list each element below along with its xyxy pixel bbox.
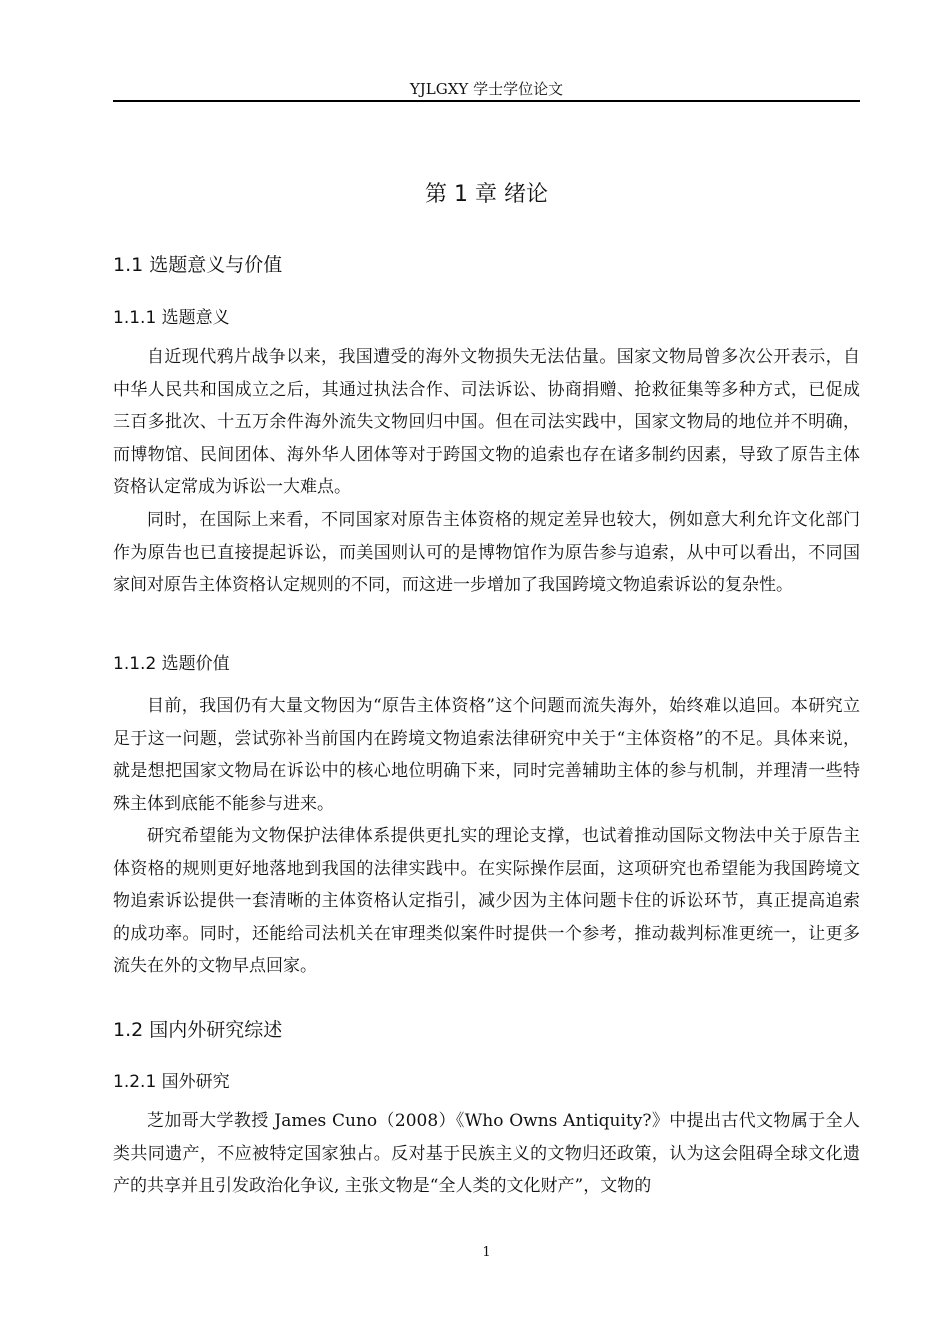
paragraph-1-1-1-b: 同时，在国际上来看，不同国家对原告主体资格的规定差异也较大，例如意大利允许文化部门作为原告也已直接提起诉讼，而美国则认可的是博物馆作为原告参与追索，从中可以看出，不同国家间对原告主体资格认定规则的不同，而这进一步增加了我国跨境文物追索诉讼的复杂性。 [113, 510, 860, 595]
subsection-heading-1-1-2: 1.1.2 选题价值 [113, 654, 230, 674]
running-header: YJLGXY 学士学位论文 [409, 80, 564, 98]
subsection-heading-1-1-1: 1.1.1 选题意义 [113, 308, 230, 328]
paragraph-1-1-2-a: 目前，我国仍有大量文物因为“原告主体资格”这个问题而流失海外，始终难以追回。本研究立足于这一问题，尝试弥补当前国内在跨境文物追索法律研究中关于“主体资格”的不足。具体来说，就是想把国家文物局在诉讼中的核心地位明确下来，同时完善辅助主体的参与机制，并理清一些特殊主体到底能不能参与进来。 [113, 696, 860, 814]
subsection-heading-1-2-1: 1.2.1 国外研究 [113, 1072, 230, 1092]
paragraph-1-2-1-a: 芝加哥大学教授 James Cuno（2008）《Who Owns Antiquity?》中提出古代文物属于全人类共同遗产，不应被特定国家独占。反对基于民族主义的文物归还政策，认为这会阻碍全球文化遗产的共享并且引发政治化争议, 主张文物是“全人类的文化财产”，文物的 [113, 1111, 860, 1196]
paragraph-1-1-1-a: 自近现代鸦片战争以来，我国遭受的海外文物损失无法估量。国家文物局曾多次公开表示，自中华人民共和国成立之后，其通过执法合作、司法诉讼、协商捐赠、抢救征集等多种方式，已促成三百多批次、十五万余件海外流失文物回归中国。但在司法实践中，国家文物局的地位并不明确，而博物馆、民间团体、海外华人团体等对于跨国文物的追索也存在诸多制约因素，导致了原告主体资格认定常成为诉讼一大难点。 [113, 347, 860, 497]
page-number: 1 [482, 1245, 491, 1260]
header-rule [113, 100, 860, 102]
section-heading-1-2: 1.2 国内外研究综述 [113, 1019, 283, 1041]
chapter-title: 第 1 章 绪论 [425, 182, 548, 207]
section-heading-1-1: 1.1 选题意义与价值 [113, 254, 283, 276]
paragraph-1-1-2-b: 研究希望能为文物保护法律体系提供更扎实的理论支撑，也试着推动国际文物法中关于原告主体资格的规则更好地落地到我国的法律实践中。在实际操作层面，这项研究也希望能为我国跨境文物追索诉讼提供一套清晰的主体资格认定指引，减少因为主体问题卡住的诉讼环节，真正提高追索的成功率。同时，还能给司法机关在审理类似案件时提供一个参考，推动裁判标准更统一，让更多流失在外的文物早点回家。 [113, 826, 860, 976]
